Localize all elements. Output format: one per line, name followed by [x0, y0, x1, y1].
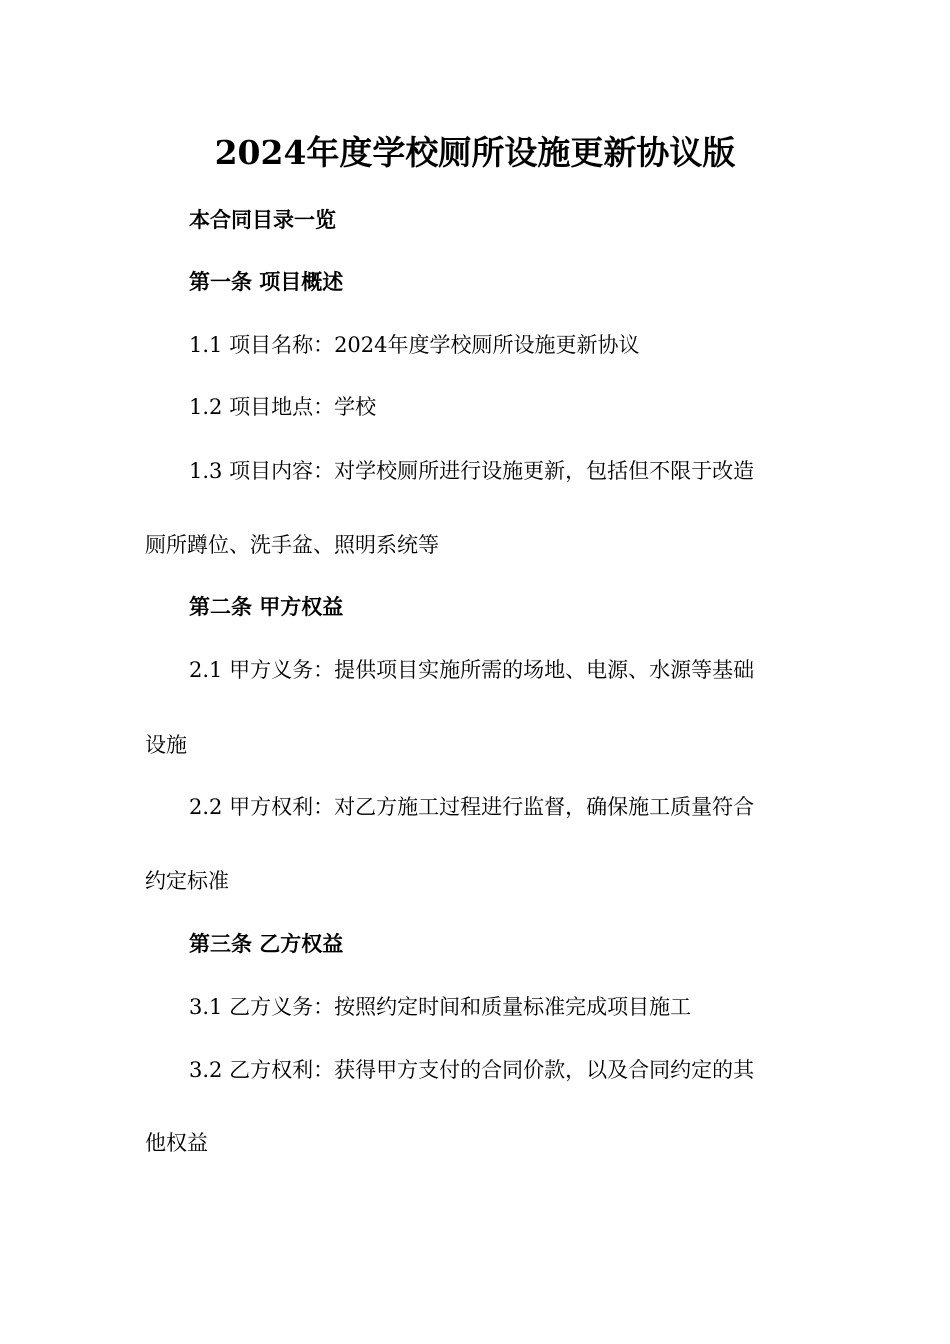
section-heading-1: 第一条 项目概述: [189, 269, 344, 294]
section-heading-2: 第二条 甲方权益: [189, 594, 344, 619]
clause-1-1: 1.1 项目名称：2024年度学校厕所设施更新协议: [189, 333, 640, 357]
toc-heading: 本合同目录一览: [189, 207, 336, 232]
clause-2-1-continuation: 设施: [145, 733, 187, 757]
clause-1-3-continuation: 厕所蹲位、洗手盆、照明系统等: [145, 533, 439, 557]
document-title: 2024年度学校厕所设施更新协议版: [214, 133, 736, 172]
clause-3-1: 3.1 乙方义务：按照约定时间和质量标准完成项目施工: [189, 995, 692, 1019]
clause-3-2-continuation: 他权益: [145, 1131, 208, 1155]
clause-1-2: 1.2 项目地点：学校: [189, 395, 377, 419]
clause-1-3: 1.3 项目内容：对学校厕所进行设施更新，包括但不限于改造: [189, 459, 755, 483]
section-heading-3: 第三条 乙方权益: [189, 931, 344, 956]
clause-2-2: 2.2 甲方权利：对乙方施工过程进行监督，确保施工质量符合: [189, 795, 755, 819]
clause-2-2-continuation: 约定标准: [145, 869, 229, 893]
clause-2-1: 2.1 甲方义务：提供项目实施所需的场地、电源、水源等基础: [189, 658, 755, 682]
clause-3-2: 3.2 乙方权利：获得甲方支付的合同价款，以及合同约定的其: [189, 1058, 755, 1082]
